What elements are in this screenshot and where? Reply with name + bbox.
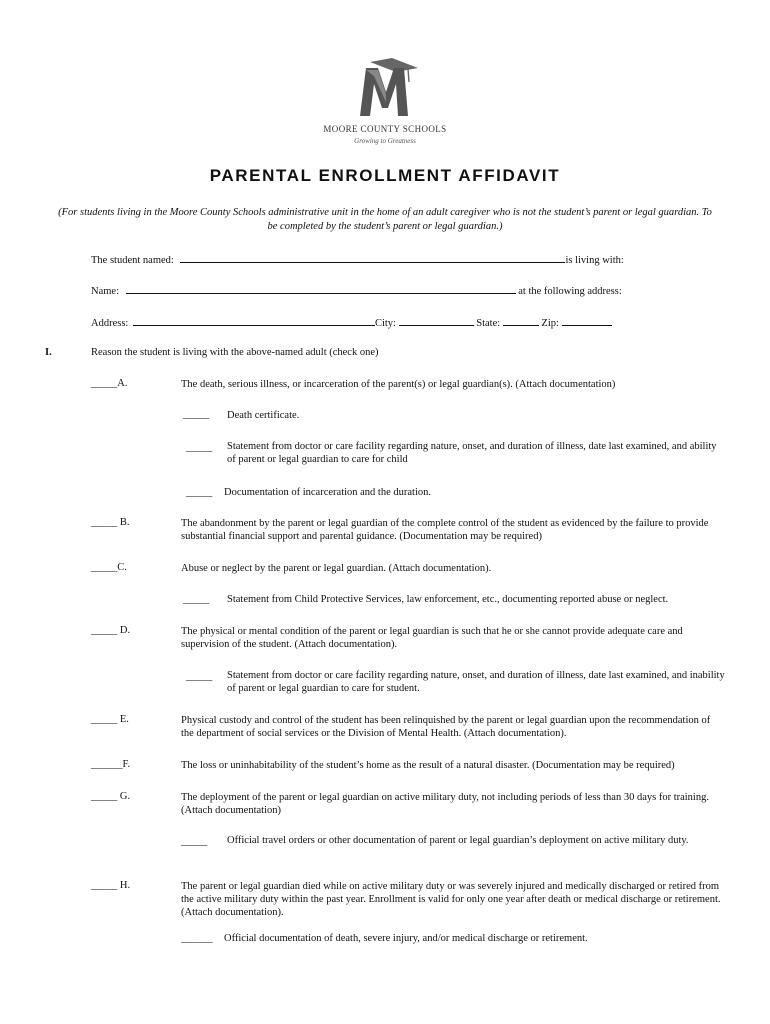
subitem-a2-text: Statement from doctor or care facility regarding nature, onset, and duration of illness, date last examined, and ability of parent or legal guardian to care for child <box>227 441 717 465</box>
state-label: State: <box>476 318 501 329</box>
reason-f-text: The loss or uninhabitability of the student’s home as the result of a natural disaster. (Documentation may be required) <box>181 760 675 771</box>
student-name-row <box>91 252 624 266</box>
subitem-a3-text: Documentation of incarceration and the duration. <box>224 487 432 498</box>
school-tagline: Growing to Greatness <box>354 137 416 145</box>
address-field[interactable] <box>133 315 375 326</box>
school-logo <box>300 58 470 150</box>
subitem-g1-text: Official travel orders or other documentation of parent or legal guardian’s deployment on active military duty. <box>227 835 689 846</box>
address-label: Address: <box>91 318 129 329</box>
city-label: City: <box>374 318 396 329</box>
address-row <box>91 315 612 329</box>
subitem-d1-checkbox[interactable]: _____ <box>186 671 213 682</box>
reason-d-checkbox[interactable]: _____ D. <box>91 625 131 636</box>
reason-a-text: The death, serious illness, or incarceration of the parent(s) or legal guardian(s). (Attach documentation) <box>181 379 616 390</box>
reason-c-text: Abuse or neglect by the parent or legal guardian. (Attach documentation). <box>181 563 492 574</box>
reason-e-text: Physical custody and control of the student has been relinquished by the parent or legal guardian upon the recommendation of the department of social services or the Division of Mental Health. (Attach documentation). <box>181 715 711 739</box>
school-name: MOORE COUNTY SCHOOLS <box>323 124 447 134</box>
reason-h-checkbox[interactable]: _____ H. <box>91 880 131 891</box>
subitem-h1-checkbox[interactable]: ______ <box>181 933 213 944</box>
subitem-c1-text: Statement from Child Protective Services, law enforcement, etc., documenting reported abuse or neglect. <box>227 594 669 605</box>
reason-e-checkbox[interactable]: _____ E. <box>91 714 129 725</box>
logo-m-graduation-cap-icon <box>352 58 420 120</box>
section-number: I. <box>45 347 52 358</box>
subitem-a1-text: Death certificate. <box>227 410 300 421</box>
student-name-field[interactable] <box>180 252 565 263</box>
reason-f-checkbox[interactable]: ______F. <box>91 759 131 770</box>
section-heading: Reason the student is living with the above-named adult (check one) <box>91 347 379 358</box>
subitem-a3-checkbox[interactable]: _____ <box>186 487 213 498</box>
reason-b-checkbox[interactable]: _____ B. <box>91 517 130 528</box>
subitem-c1-checkbox[interactable]: _____ <box>183 594 210 605</box>
subitem-d1-text: Statement from doctor or care facility regarding nature, onset, and duration of illness, date last examined, and inability of parent or legal guardian to care for student. <box>227 670 725 694</box>
reason-d-text: The physical or mental condition of the parent or legal guardian is such that he or she cannot provide adequate care and supervision of the student. (Attach documentation). <box>181 626 683 650</box>
zip-field[interactable] <box>562 315 612 326</box>
caregiver-name-field[interactable] <box>126 283 516 294</box>
living-with-label: is living with: <box>565 255 624 266</box>
zip-label: Zip: <box>541 318 559 329</box>
city-field[interactable] <box>399 315 474 326</box>
subitem-g1-checkbox[interactable]: _____ <box>181 836 208 847</box>
reason-c-checkbox[interactable]: _____C. <box>91 562 127 573</box>
reason-g-checkbox[interactable]: _____ G. <box>91 791 131 802</box>
reason-h-text: The parent or legal guardian died while on active military duty or was severely injured and medically discharged or retired from the active military duty within the past year. Enrollment is valid for only one year after death or medical discharge or retirement. (Attach documentation). <box>181 881 721 918</box>
subitem-a2-checkbox[interactable]: _____ <box>186 442 213 453</box>
state-field[interactable] <box>503 315 539 326</box>
reason-b-text: The abandonment by the parent or legal guardian of the complete control of the student as evidenced by the failure to provide substantial financial support and parental guidance. (Documentation may be required) <box>181 518 709 542</box>
form-instructions: (For students living in the Moore County Schools administrative unit in the home of an adult caregiver who is not the student’s parent or legal guardian. To be completed by the student’s parent or legal guardian.) <box>58 207 712 232</box>
reason-g-text: The deployment of the parent or legal guardian on active military duty, not including periods of less than 30 days for training. (Attach documentation) <box>181 792 709 816</box>
student-named-label: The student named: <box>91 255 174 266</box>
subitem-h1-text: Official documentation of death, severe injury, and/or medical discharge or retirement. <box>224 933 588 944</box>
caregiver-name-row <box>91 283 622 297</box>
name-label: Name: <box>91 286 119 297</box>
page-title: PARENTAL ENROLLMENT AFFIDAVIT <box>209 166 561 185</box>
address-suffix-label: at the following address: <box>518 286 622 297</box>
reason-a-checkbox[interactable]: _____A. <box>91 378 128 389</box>
subitem-a1-checkbox[interactable]: _____ <box>183 409 210 420</box>
